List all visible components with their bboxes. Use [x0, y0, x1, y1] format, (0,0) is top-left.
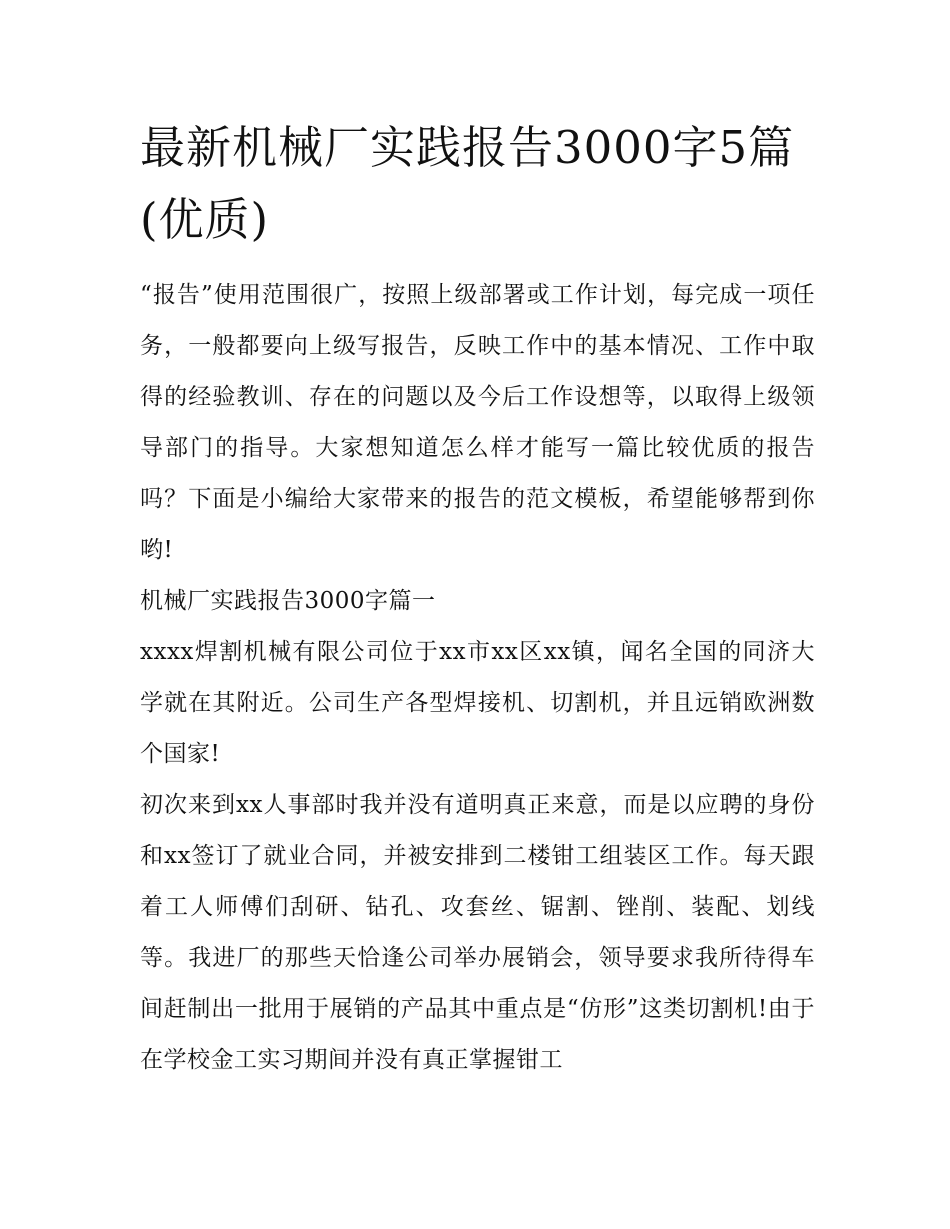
- company-paragraph: xxxx焊割机械有限公司位于xx市xx区xx镇，闻名全国的同济大学就在其附近。公司生产各型焊接机、切割机，并且远销欧洲数个国家!: [140, 639, 815, 767]
- intro-paragraph: “报告”使用范围很广，按照上级部署或工作计划，每完成一项任务，一般都要向上级写报告，反映工作中的基本情况、工作中取得的经验教训、存在的问题以及今后工作设想等，以取得上级领导部门的指导。大家想知道怎么样才能写一篇比较优质的报告吗？下面是小编给大家带来的报告的范文模板，希望能够帮到你哟!: [140, 282, 815, 563]
- section-heading: 机械厂实践报告3000字篇一: [140, 588, 436, 614]
- document-title: 最新机械厂实践报告3000字5篇(优质): [140, 121, 795, 246]
- document-body: [140, 112, 815, 1086]
- experience-paragraph: 初次来到xx人事部时我并没有道明真正来意，而是以应聘的身份和xx签订了就业合同，并被安排到二楼钳工组装区工作。每天跟着工人师傅们刮研、钻孔、攻套丝、锯割、锉削、装配、划线等。我进厂的那些天恰逢公司举办展销会，领导要求我所待得车间赶制出一批用于展销的产品其中重点是“仿形”这类切割机!由于在学校金工实习期间并没有真正掌握钳工: [140, 792, 815, 1073]
